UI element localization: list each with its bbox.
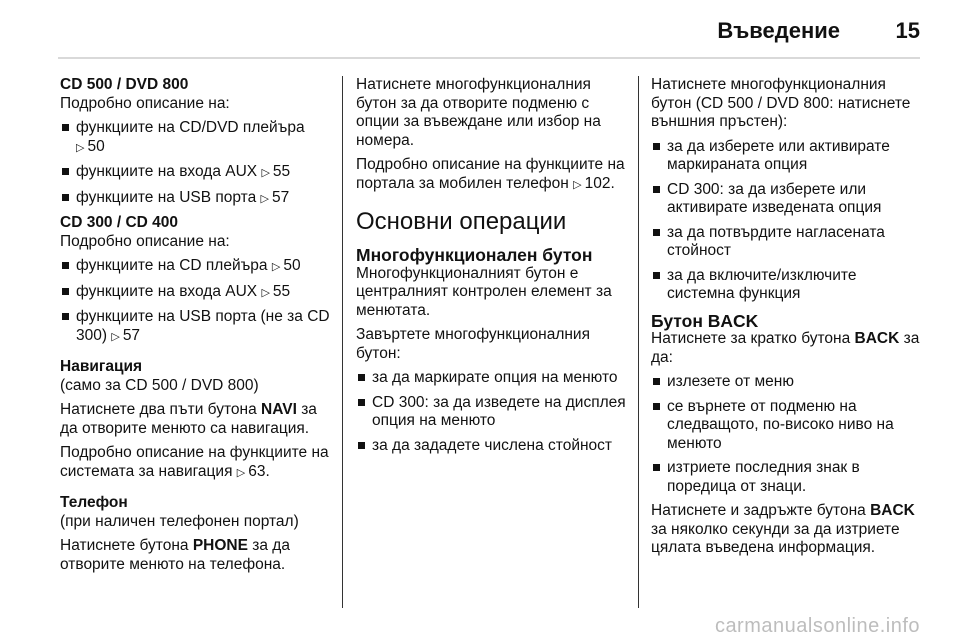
page-ref[interactable]: ▷ 57 xyxy=(261,189,290,206)
phone-paragraph: Натиснете бутона PHONE за да отворите менюто на телефона. xyxy=(60,537,290,573)
list-item: излезете от меню xyxy=(651,373,926,392)
back-key: BACK xyxy=(854,330,900,347)
phone-heading: Телефон xyxy=(60,494,128,511)
press-list xyxy=(651,138,926,304)
list-item: се върнете от подменю на следващото, по-високо ниво на менюто xyxy=(651,398,926,454)
list-item: функциите на CD плейъра ▷ 50 xyxy=(60,257,330,277)
column-3 xyxy=(651,76,926,564)
list-item: функциите на входа AUX ▷ 55 xyxy=(60,163,330,183)
cd300-intro: Подробно описание на: xyxy=(60,232,230,250)
page-number: 15 xyxy=(895,18,920,43)
back-paragraph-1: Натиснете за кратко бутона BACK за да: xyxy=(651,330,920,366)
cd500-intro: Подробно описание на: xyxy=(60,94,230,112)
column-divider-2 xyxy=(638,76,639,608)
list-item: CD 300: за да изберете или активирате изведената опция xyxy=(651,181,926,218)
cd300-list xyxy=(60,257,330,346)
list-item: CD 300: за да изведете на дисплея опция на менюто xyxy=(356,394,626,431)
list-item: за да включите/изключите системна функция xyxy=(651,267,926,304)
navigation-note: (само за CD 500 / DVD 800) xyxy=(60,376,259,394)
list-item: функциите на входа AUX ▷ 55 xyxy=(60,283,330,303)
back-paragraph-2: Натиснете и задръжте бутона BACK за няколко секунди за да изтриете цялата въведена информация. xyxy=(651,502,915,556)
multifunction-paragraph-1: Многофункционалният бутон е централният контролен елемент за менютата. xyxy=(356,264,612,319)
cd500-heading: CD 500 / DVD 800 xyxy=(60,76,189,93)
back-heading: Бутон BACK xyxy=(651,310,759,331)
back-key-2: BACK xyxy=(870,502,915,519)
phone-key: PHONE xyxy=(192,537,248,554)
column-divider-1 xyxy=(342,76,343,608)
page-ref[interactable]: ▷ 55 xyxy=(261,283,290,300)
submenu-paragraph: Натиснете многофункционалния бутон за да отворите подменю с опции за въвеждане или избор на номера. xyxy=(356,76,601,149)
list-item: функциите на USB порта ▷ 57 xyxy=(60,189,330,209)
page-ref[interactable]: ▷ 50 xyxy=(272,257,301,274)
multifunction-heading: Многофункционален бутон xyxy=(356,245,593,265)
column-2 xyxy=(356,76,626,461)
page-title: Въведение xyxy=(717,18,840,43)
page-ref[interactable]: ▷ 50 xyxy=(76,138,105,155)
list-item: функциите на CD/DVD плейъра ▷ 50 xyxy=(60,119,330,157)
navigation-paragraph-2: Подробно описание на функциите на системата за навигация ▷ 63. xyxy=(60,444,330,482)
rotate-list xyxy=(356,369,626,455)
section-title: Основни операции xyxy=(356,208,567,235)
list-item: за да потвърдите нагласената стойност xyxy=(651,224,926,261)
cd500-list xyxy=(60,119,330,208)
press-paragraph: Натиснете многофункционалния бутон (CD 500 / DVD 800: натиснете външния пръстен): xyxy=(651,76,911,130)
phone-note: (при наличен телефонен портал) xyxy=(60,512,299,530)
back-list xyxy=(651,373,926,496)
list-item: за да зададете числена стойност xyxy=(356,437,626,456)
list-item: за да изберете или активирате маркираната опция xyxy=(651,138,926,175)
navi-key: NAVI xyxy=(261,401,297,418)
page-ref[interactable]: ▷ 102. xyxy=(573,175,615,192)
page-ref[interactable]: ▷ 57 xyxy=(111,327,140,344)
cd300-heading: CD 300 / CD 400 xyxy=(60,214,179,231)
header-divider xyxy=(58,57,920,59)
list-item: изтриете последния знак в поредица от знаци. xyxy=(651,459,926,496)
watermark: carmanualsonline.info xyxy=(714,615,920,637)
navigation-paragraph-1: Натиснете два пъти бутона NAVI за да отворите менюто са навигация. xyxy=(60,401,317,437)
navigation-heading: Навигация xyxy=(60,358,143,375)
mobile-portal-paragraph: Подробно описание на функциите на портала за мобилен телефон ▷ 102. xyxy=(356,156,626,194)
page-ref[interactable]: ▷ 63. xyxy=(237,463,270,480)
page-ref[interactable]: ▷ 55 xyxy=(261,163,290,180)
list-item: функциите на USB порта (не за CD 300) ▷ 57 xyxy=(60,308,330,346)
list-item: за да маркирате опция на менюто xyxy=(356,369,626,388)
multifunction-paragraph-2: Завъртете многофункционалния бутон: xyxy=(356,326,590,362)
column-1 xyxy=(60,76,330,580)
